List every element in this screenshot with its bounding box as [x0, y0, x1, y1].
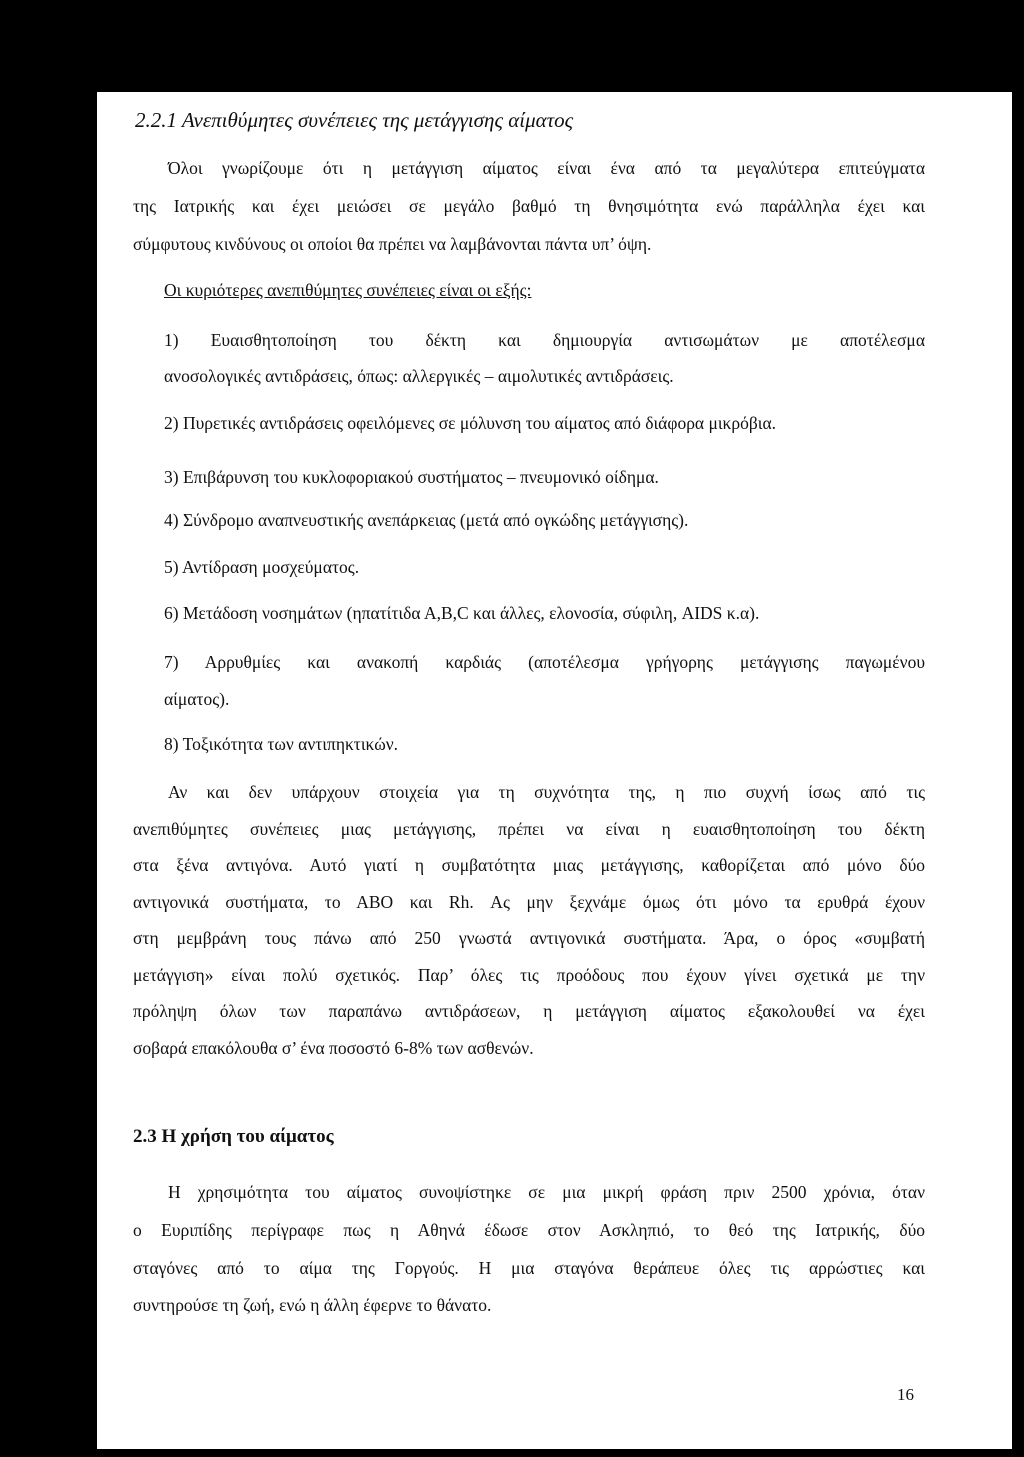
para2-line-7: πρόληψη όλων των παραπάνω αντιδράσεων, η μετάγγιση αίματος εξακολουθεί να έχει: [133, 1001, 925, 1021]
para2-line-2: ανεπιθύμητες συνέπειες μιας μετάγγισης, πρέπει να είναι η ευαισθητοποίηση του δέκτη: [133, 819, 925, 839]
para3-line-3: σταγόνες από το αίμα της Γοργούς. Η μια σταγόνα θεράπευε όλες τις αρρώστιες και: [133, 1258, 925, 1278]
document-page: [97, 92, 1012, 1449]
list-item-4: 4) Σύνδρομο αναπνευστικής ανεπάρκειας (μετά από ογκώδης μετάγγισης).: [164, 510, 689, 530]
list-item-3: 3) Επιβάρυνση του κυκλοφοριακού συστήματος – πνευμονικό οίδημα.: [164, 467, 659, 487]
section-2-title: 2.3 Η χρήση του αίματος: [133, 1126, 334, 1147]
list-item-5: 5) Αντίδραση μοσχεύματος.: [164, 557, 360, 577]
para2-line-3: στα ξένα αντιγόνα. Αυτό γιατί η συμβατότητα μιας μετάγγισης, καθορίζεται από μόνο δύο: [133, 855, 925, 875]
para2-line-8: σοβαρά επακόλουθα σ’ ένα ποσοστό 6-8% των ασθενών.: [133, 1038, 534, 1058]
intro-line-1: Όλοι γνωρίζουμε ότι η μετάγγιση αίματος είναι ένα από τα μεγαλύτερα επιτεύγματα: [168, 158, 925, 178]
para2-line-4: αντιγονικά συστήματα, το ΑΒΟ και Rh. Ας μην ξεχνάμε όμως ότι μόνο τα ερυθρά έχουν: [133, 892, 925, 912]
intro-line-3: σύμφυτους κινδύνους οι οποίοι θα πρέπει να λαμβάνονται πάντα υπ’ όψη.: [133, 234, 652, 254]
para3-line-4: συντηρούσε τη ζωή, ενώ η άλλη έφερνε το θάνατο.: [133, 1295, 492, 1315]
list-item-7-line-2: αίματος).: [164, 689, 230, 709]
page-number: 16: [897, 1385, 914, 1404]
list-heading: Οι κυριότερες ανεπιθύμητες συνέπειες είναι οι εξής:: [164, 280, 532, 300]
para2-line-6: μετάγγιση» είναι πολύ σχετικός. Παρ’ όλες τις προόδους που έχουν γίνει σχετικά με την: [133, 965, 925, 985]
list-item-2: 2) Πυρετικές αντιδράσεις οφειλόμενες σε μόλυνση του αίματος από διάφορα μικρόβια.: [164, 413, 777, 433]
section-title: 2.2.1 Ανεπιθύμητες συνέπειες της μετάγγισης αίματος: [135, 108, 574, 132]
list-item-1-line-1: 1) Ευαισθητοποίηση του δέκτη και δημιουργία αντισωμάτων με αποτέλεσμα: [164, 330, 925, 350]
para3-line-1: Η χρησιμότητα του αίματος συνοψίστηκε σε μια μικρή φράση πριν 2500 χρόνια, όταν: [168, 1182, 925, 1202]
intro-line-2: της Ιατρικής και έχει μειώσει σε μεγάλο βαθμό τη θνησιμότητα ενώ παράλληλα έχει και: [133, 196, 925, 216]
list-item-1-line-2: ανοσολογικές αντιδράσεις, όπως: αλλεργικές – αιμολυτικές αντιδράσεις.: [164, 366, 674, 386]
list-item-7-line-1: 7) Αρρυθμίες και ανακοπή καρδιάς (αποτέλεσμα γρήγορης μετάγγισης παγωμένου: [164, 652, 925, 672]
list-item-8: 8) Τοξικότητα των αντιπηκτικών.: [164, 734, 399, 754]
para2-line-5: στη μεμβράνη τους πάνω από 250 γνωστά αντιγονικά συστήματα. Άρα, ο όρος «συμβατή: [133, 928, 925, 948]
para3-line-2: ο Ευριπίδης περίγραφε πως η Αθηνά έδωσε στον Ασκληπιό, το θεό της Ιατρικής, δύο: [133, 1220, 925, 1240]
para2-line-1: Αν και δεν υπάρχουν στοιχεία για τη συχνότητα της, η πιο συχνή ίσως από τις: [168, 782, 925, 802]
list-item-6: 6) Μετάδοση νοσημάτων (ηπατίτιδα Α,Β,C και άλλες, ελονοσία, σύφιλη, AIDS κ.α).: [164, 603, 760, 623]
